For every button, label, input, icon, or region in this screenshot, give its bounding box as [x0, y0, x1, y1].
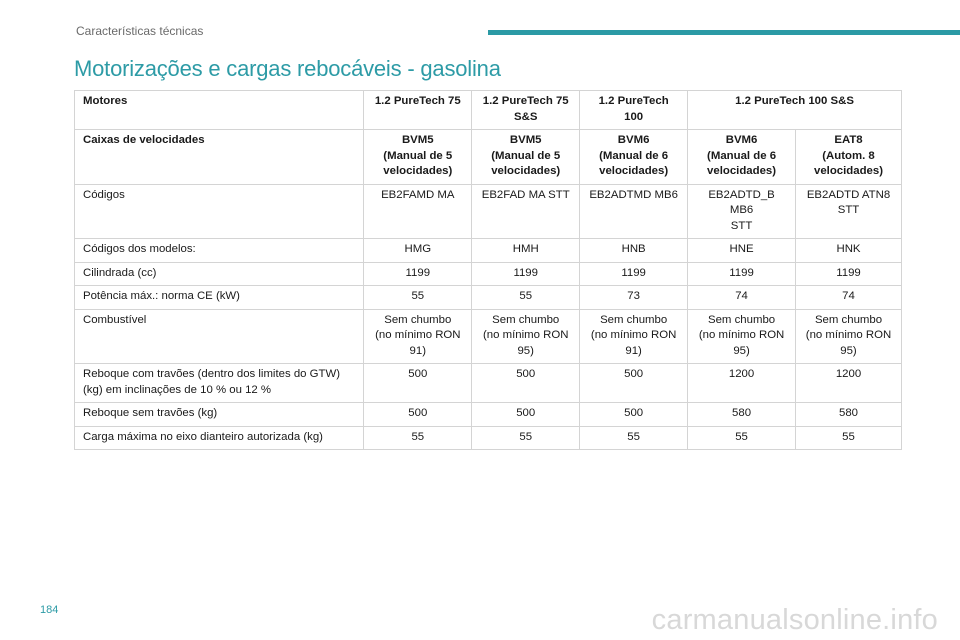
table-row [75, 286, 902, 310]
table-cell: Sem chumbo (no mínimo RON 91) [364, 309, 472, 364]
table-cell: HMH [472, 239, 580, 263]
table-cell: EB2ADTMD MB6 [580, 184, 688, 239]
watermark: carmanualsonline.info [651, 604, 938, 636]
spec-table-body [75, 91, 902, 450]
table-cell: EB2ADTD_B MB6 STT [688, 184, 796, 239]
header-accent-bar [488, 30, 960, 35]
table-cell: Sem chumbo (no mínimo RON 95) [796, 309, 902, 364]
table-row-label: Reboque sem travões (kg) [75, 403, 364, 427]
page-title: Motorizações e cargas rebocáveis - gasolina [74, 56, 501, 81]
table-cell: 500 [472, 403, 580, 427]
table-cell: BVM5 (Manual de 5 velocidades) [364, 130, 472, 185]
table-cell: 55 [472, 286, 580, 310]
table-cell: 1199 [472, 262, 580, 286]
table-cell: HNE [688, 239, 796, 263]
table-cell: 55 [472, 426, 580, 450]
section-label: Características técnicas [76, 24, 204, 38]
table-cell: Sem chumbo (no mínimo RON 95) [472, 309, 580, 364]
table-row-label: Cilindrada (cc) [75, 262, 364, 286]
table-cell: BVM6 (Manual de 6 velocidades) [688, 130, 796, 185]
engine-cell: 1.2 PureTech 100 S&S [688, 91, 902, 130]
table-cell: EB2FAMD MA [364, 184, 472, 239]
table-cell: 500 [472, 364, 580, 403]
table-cell: HNK [796, 239, 902, 263]
engine-cell: 1.2 PureTech 100 [580, 91, 688, 130]
table-cell: 1200 [688, 364, 796, 403]
table-row-label: Combustível [75, 309, 364, 364]
gearbox-row [75, 130, 902, 185]
table-cell: 73 [580, 286, 688, 310]
table-row-label: Códigos dos modelos: [75, 239, 364, 263]
engines-row-label: Motores [75, 91, 364, 130]
table-row [75, 364, 902, 403]
table-cell: 74 [796, 286, 902, 310]
table-row [75, 239, 902, 263]
table-cell: BVM5 (Manual de 5 velocidades) [472, 130, 580, 185]
engines-row [75, 91, 902, 130]
table-row [75, 184, 902, 239]
table-cell: BVM6 (Manual de 6 velocidades) [580, 130, 688, 185]
table-cell: HNB [580, 239, 688, 263]
table-row [75, 262, 902, 286]
table-row [75, 309, 902, 364]
table-cell: 1199 [688, 262, 796, 286]
table-cell: 580 [796, 403, 902, 427]
table-cell: 500 [364, 364, 472, 403]
table-cell: 55 [580, 426, 688, 450]
table-cell: 55 [364, 286, 472, 310]
table-row-label: Carga máxima no eixo dianteiro autorizada (kg) [75, 426, 364, 450]
table-cell: 1200 [796, 364, 902, 403]
table-row-label: Códigos [75, 184, 364, 239]
table-cell: 500 [580, 403, 688, 427]
table-cell: 500 [364, 403, 472, 427]
gearbox-row-label: Caixas de velocidades [75, 130, 364, 185]
spec-table [74, 90, 902, 450]
table-cell: EAT8 (Autom. 8 velocidades) [796, 130, 902, 185]
engine-cell: 1.2 PureTech 75 [364, 91, 472, 130]
page-number: 184 [40, 604, 59, 616]
table-cell: HMG [364, 239, 472, 263]
table-cell: Sem chumbo (no mínimo RON 91) [580, 309, 688, 364]
table-cell: EB2ADTD ATN8 STT [796, 184, 902, 239]
table-cell: 580 [688, 403, 796, 427]
table-row-label: Reboque com travões (dentro dos limites do GTW) (kg) em inclinações de 10 % ou 12 % [75, 364, 364, 403]
table-cell: EB2FAD MA STT [472, 184, 580, 239]
table-cell: Sem chumbo (no mínimo RON 95) [688, 309, 796, 364]
table-row-label: Potência máx.: norma CE (kW) [75, 286, 364, 310]
table-cell: 1199 [580, 262, 688, 286]
table-cell: 55 [688, 426, 796, 450]
table-row [75, 426, 902, 450]
table-cell: 1199 [364, 262, 472, 286]
table-cell: 500 [580, 364, 688, 403]
table-cell: 55 [364, 426, 472, 450]
table-cell: 74 [688, 286, 796, 310]
engine-cell: 1.2 PureTech 75 S&S [472, 91, 580, 130]
table-cell: 55 [796, 426, 902, 450]
table-row [75, 403, 902, 427]
table-cell: 1199 [796, 262, 902, 286]
